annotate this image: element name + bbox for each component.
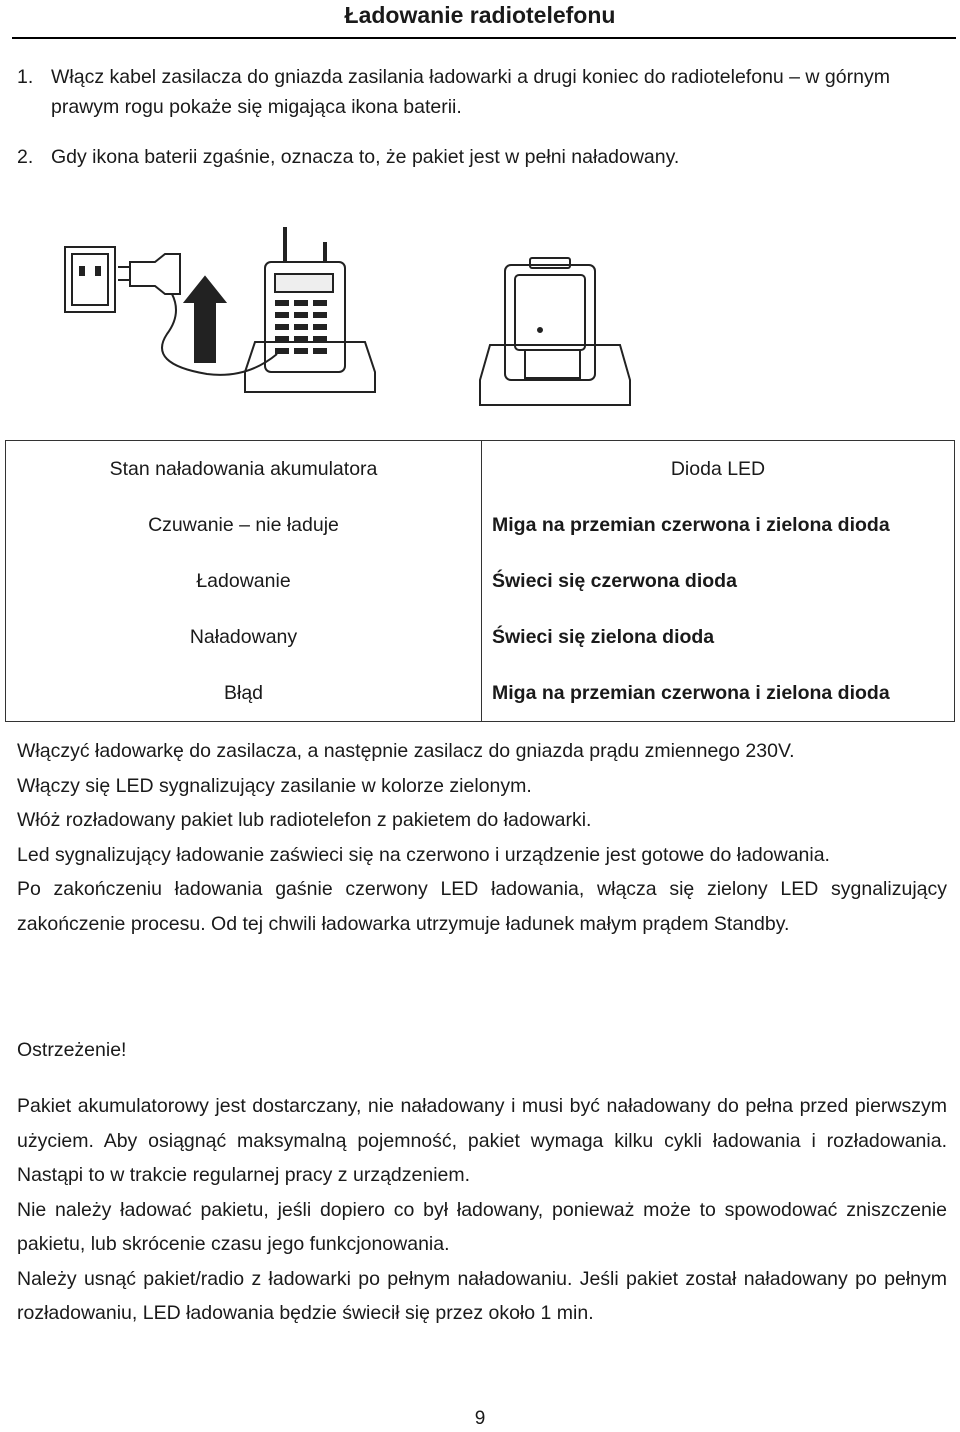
table-cell-state: Naładowany — [6, 609, 482, 665]
table-row — [6, 609, 955, 665]
table-header-row — [6, 441, 955, 498]
steps-list — [17, 62, 947, 192]
table-header-cell: Stan naładowania akumulatora — [6, 441, 482, 498]
table-row — [6, 553, 955, 609]
step-item — [17, 62, 947, 122]
warning-paragraph: Pakiet akumulatorowy jest dostarczany, nie naładowany i musi być naładowany do pełna przed pierwszym użyciem. Aby osiągnąć maksymalną pojemność, pakiet wymaga kilku cykli ładowania i rozładowania. Nastąpi to w trakcie regularnej pracy z urządzeniem. — [17, 1095, 947, 1186]
warning-paragraph: Należy usnąć pakiet/radio z ładowarki po pełnym naładowaniu. Jeśli pakiet został naładowany po pełnym rozładowaniu, LED ładowania będzie świecił się przez około 1 min. — [17, 1267, 947, 1324]
warnings-block — [17, 1089, 947, 1331]
led-status-table — [5, 440, 955, 722]
table-header-cell: Dioda LED — [482, 441, 955, 498]
page-title: Ładowanie radiotelefonu — [344, 2, 616, 28]
radio-in-charger-illustration — [60, 222, 400, 422]
battery-in-charger-illustration — [470, 250, 640, 420]
table-cell-led: Miga na przemian czerwona i zielona dioda — [482, 497, 955, 553]
warning-heading: Ostrzeżenie! — [17, 1039, 127, 1061]
warning-paragraph: Nie należy ładować pakietu, jeśli dopiero co był ładowany, ponieważ może to spowodować zniszczenie pakietu, lub skrócenie czasu jego funkcjonowania. — [17, 1198, 947, 1255]
charger-base-icon — [480, 345, 630, 405]
table-row — [6, 665, 955, 722]
instruction-paragraph: Po zakończeniu ładowania gaśnie czerwony LED ładowania, włącza się zielony LED sygnalizujący zakończenie procesu. Od tej chwili ładowarka utrzymuje ładunek małym prądem Standby. — [17, 878, 947, 935]
step-item — [17, 142, 947, 172]
table-cell-led: Świeci się zielona dioda — [482, 609, 955, 665]
instruction-paragraph: Włóż rozładowany pakiet lub radiotelefon z pakietem do ładowarki. — [17, 809, 592, 831]
table-cell-state: Czuwanie – nie ładuje — [6, 497, 482, 553]
step-number: 1. — [17, 66, 34, 88]
arrow-up-icon — [185, 277, 225, 362]
page-number: 9 — [474, 1408, 486, 1429]
instruction-paragraph: Włączyć ładowarkę do zasilacza, a następnie zasilacz do gniazda prądu zmiennego 230V. — [17, 740, 795, 762]
title-divider — [12, 37, 956, 39]
plug-adapter-icon — [130, 254, 180, 294]
instruction-paragraph: Włączy się LED sygnalizujący zasilanie w kolorze zielonym. — [17, 774, 532, 797]
table-row — [6, 497, 955, 553]
table-cell-state: Błąd — [6, 665, 482, 722]
instruction-paragraph: Led sygnalizujący ładowanie zaświeci się na czerwono i urządzenie jest gotowe do ładowania. — [17, 843, 830, 866]
table-cell-state: Ładowanie — [6, 553, 482, 609]
step-number: 2. — [17, 146, 34, 168]
table-cell-led: Miga na przemian czerwona i zielona dioda — [482, 665, 955, 722]
battery-pack-icon — [505, 265, 595, 380]
step-text: Gdy ikona baterii zgaśnie, oznacza to, że pakiet jest w pełni naładowany. — [51, 146, 680, 168]
step-text: Włącz kabel zasilacza do gniazda zasilania ładowarki a drugi koniec do radiotelefonu – w górnym prawym rogu pokaże się migająca ikona baterii. — [51, 66, 890, 118]
instructions-block — [17, 734, 947, 941]
table-cell-led: Świeci się czerwona dioda — [482, 553, 955, 609]
